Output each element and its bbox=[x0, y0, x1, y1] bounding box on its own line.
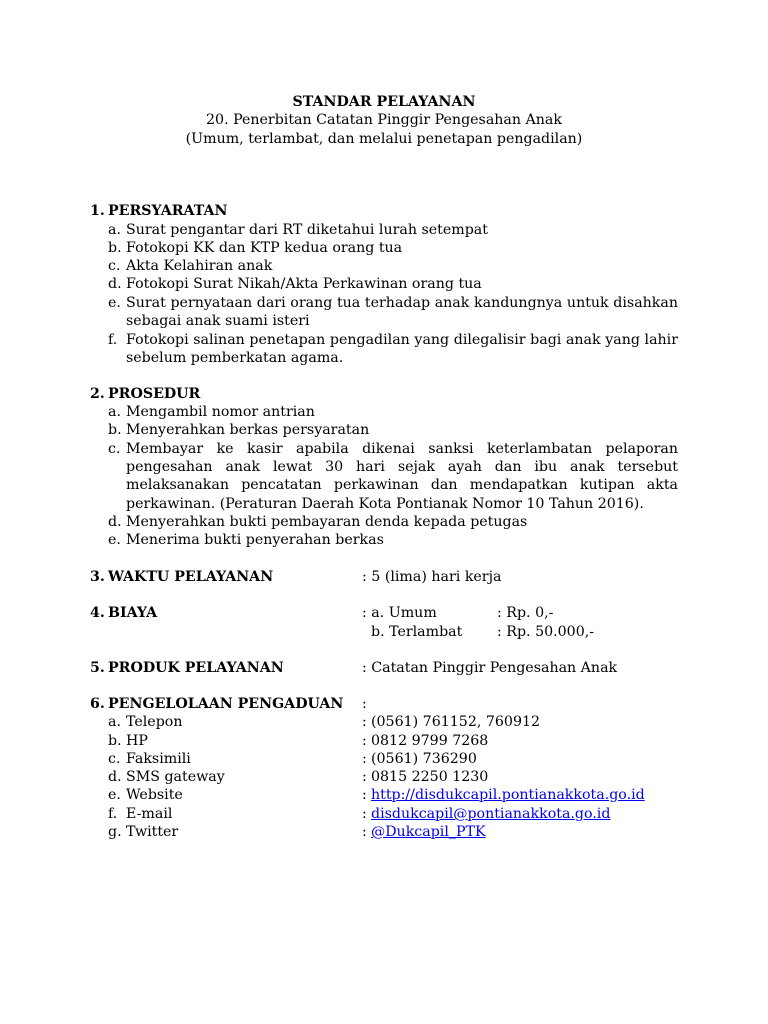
contact-label: Website bbox=[126, 787, 183, 803]
list-item: Mengambil nomor antrian bbox=[126, 404, 315, 420]
list-marker: a. bbox=[108, 222, 121, 238]
list-item: Membayar ke kasir apabila dikenai sanksi keterlambatan pelaporan pengesahan anak lewat 30 hari sejak ayah dan ibu anak tersebut melaksanakan pencatatan perkawinan dan mendapatkan kutipan akta perkawinan. (Peraturan Daerah Kota Pontianak Nomor 10 Tahun 2016). bbox=[126, 441, 678, 512]
list-marker: c. bbox=[108, 751, 121, 767]
section-heading-produk: PRODUK PELAYANAN bbox=[108, 660, 284, 676]
phone-value: (0561) 761152, 760912 bbox=[371, 714, 541, 730]
list-marker: b. bbox=[108, 240, 122, 256]
section-number-4: 4. bbox=[90, 605, 105, 621]
section-number-6: 6. bbox=[90, 696, 105, 712]
biaya-label: : a. Umum bbox=[362, 605, 437, 621]
waktu-value: : 5 (lima) hari kerja bbox=[362, 569, 502, 585]
contact-label: SMS gateway bbox=[126, 769, 225, 785]
section-number-2: 2. bbox=[90, 386, 105, 402]
list-item: Fotokopi Surat Nikah/Akta Perkawinan orang tua bbox=[126, 276, 482, 292]
list-item: Surat pengantar dari RT diketahui lurah setempat bbox=[126, 222, 488, 238]
contact-label: E-mail bbox=[126, 806, 173, 822]
list-marker: e. bbox=[108, 295, 121, 311]
produk-value: : Catatan Pinggir Pengesahan Anak bbox=[362, 660, 618, 676]
contact-colon: : bbox=[362, 806, 367, 822]
section-number-3: 3. bbox=[90, 569, 105, 585]
list-marker: d. bbox=[108, 769, 122, 785]
document-title: STANDAR PELAYANAN bbox=[292, 94, 476, 110]
list-marker: c. bbox=[108, 258, 121, 274]
contact-label: Twitter bbox=[126, 824, 179, 840]
list-marker: e. bbox=[108, 787, 121, 803]
section-number-5: 5. bbox=[90, 660, 105, 676]
list-marker: a. bbox=[108, 714, 121, 730]
contact-label: Telepon bbox=[126, 714, 183, 730]
list-item: Menyerahkan berkas persyaratan bbox=[126, 422, 370, 438]
list-item: Fotokopi KK dan KTP kedua orang tua bbox=[126, 240, 403, 256]
contact-colon: : bbox=[362, 769, 367, 785]
sms-value: 0815 2250 1230 bbox=[371, 769, 489, 785]
list-marker: f. bbox=[108, 332, 118, 348]
list-item: Menyerahkan bukti pembayaran denda kepada petugas bbox=[126, 514, 528, 530]
email-link[interactable]: disdukcapil@pontianakkota.go.id bbox=[371, 806, 611, 822]
biaya-label: b. Terlambat bbox=[371, 624, 463, 640]
hp-value: 0812 9799 7268 bbox=[371, 733, 489, 749]
section-heading-pengaduan: PENGELOLAAN PENGADUAN bbox=[108, 696, 344, 712]
contact-colon: : bbox=[362, 751, 367, 767]
contact-colon: : bbox=[362, 787, 367, 803]
section-heading-waktu: WAKTU PELAYANAN bbox=[108, 569, 274, 585]
document-subtitle-2: (Umum, terlambat, dan melalui penetapan pengadilan) bbox=[185, 131, 583, 147]
contact-colon: : bbox=[362, 824, 367, 840]
list-marker: c. bbox=[108, 441, 121, 457]
fax-value: (0561) 736290 bbox=[371, 751, 477, 767]
document-subtitle: 20. Penerbitan Catatan Pinggir Pengesahan Anak bbox=[206, 112, 562, 128]
section-heading-biaya: BIAYA bbox=[108, 605, 158, 621]
biaya-amount: : Rp. 0,- bbox=[497, 605, 554, 621]
pengaduan-colon: : bbox=[362, 696, 367, 712]
section-heading-prosedur: PROSEDUR bbox=[108, 386, 201, 402]
list-marker: e. bbox=[108, 532, 121, 548]
list-item: Akta Kelahiran anak bbox=[126, 258, 273, 274]
contact-label: Faksimili bbox=[126, 751, 191, 767]
list-marker: f. bbox=[108, 806, 118, 822]
list-item: Menerima bukti penyerahan berkas bbox=[126, 532, 384, 548]
contact-colon: : bbox=[362, 733, 367, 749]
twitter-link[interactable]: @Dukcapil_PTK bbox=[371, 824, 486, 840]
list-marker: d. bbox=[108, 276, 122, 292]
contact-colon: : bbox=[362, 714, 367, 730]
section-number-1: 1. bbox=[90, 203, 105, 219]
contact-label: HP bbox=[126, 733, 148, 749]
biaya-amount: : Rp. 50.000,- bbox=[497, 624, 595, 640]
list-marker: d. bbox=[108, 514, 122, 530]
website-link[interactable]: http://disdukcapil.pontianakkota.go.id bbox=[371, 787, 645, 803]
list-marker: b. bbox=[108, 422, 122, 438]
list-marker: a. bbox=[108, 404, 121, 420]
list-item: Fotokopi salinan penetapan pengadilan yang dilegalisir bagi anak yang lahir sebelum pemberkatan agama. bbox=[126, 332, 678, 367]
list-marker: g. bbox=[108, 824, 122, 840]
list-marker: b. bbox=[108, 733, 122, 749]
section-heading-persyaratan: PERSYARATAN bbox=[108, 203, 228, 219]
list-item: Surat pernyataan dari orang tua terhadap anak kandungnya untuk disahkan sebagai anak suami isteri bbox=[126, 295, 678, 330]
